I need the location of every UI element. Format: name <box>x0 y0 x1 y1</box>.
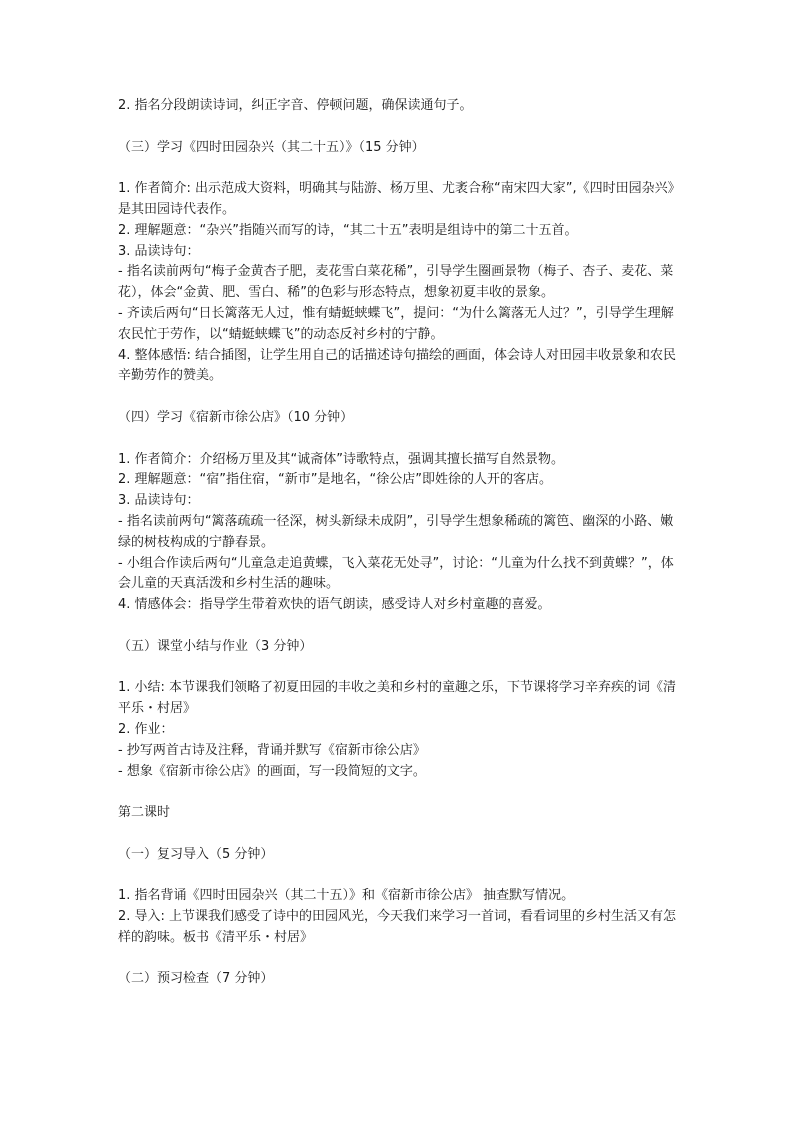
document-body <box>118 96 678 990</box>
paragraph-gap <box>118 387 678 408</box>
text-line: 4. 整体感悟: 结合插图，让学生用自己的话描述诗句描绘的画面，体会诗人对田园丰收景象和农民辛勤劳作的赞美。 <box>118 347 677 384</box>
text-line: - 指名读前两句“梅子金黄杏子肥，麦花雪白菜花稀”，引导学生圈画景物（梅子、杏子、麦花、菜花），体会“金黄、肥、雪白、稀”的色彩与形态特点，想象初夏丰收的景象。 <box>118 264 674 301</box>
paragraph-gap <box>118 824 678 845</box>
paragraph-gap <box>118 616 678 637</box>
text-line: 3. 品读诗句： <box>118 493 200 509</box>
text-line: - 小组合作读后两句“儿童急走追黄蝶，飞入菜花无处寻”，讨论：“儿童为什么找不到黄蝶？”，体会儿童的天真活泼和乡村生活的趣味。 <box>118 555 674 592</box>
paragraph-gap <box>118 782 678 803</box>
text-line: 1. 小结: 本节课我们领略了初夏田园的丰收之美和乡村的童趣之乐，下节课将学习辛弃疾的词《清平乐・村居》 <box>118 680 677 717</box>
text-line: - 齐读后两句“日长篱落无人过，惟有蜻蜓蛱蝶飞”，提问：“为什么篱落无人过？”，引导学生理解农民忙于劳作，以“蜻蜓蛱蝶飞”的动态反衬乡村的宁静。 <box>118 305 674 342</box>
text-line: 2. 理解题意：“宿”指住宿，“新市”是地名，“徐公店”即姓徐的人开的客店。 <box>118 472 552 488</box>
section-heading: （一）复习导入（5 分钟） <box>118 846 274 862</box>
lesson-heading: 第二课时 <box>118 805 171 821</box>
paragraph-gap <box>118 865 678 886</box>
paragraph-gap <box>118 949 678 970</box>
text-line: 2. 指名分段朗读诗词，纠正字音、停顿问题，确保读通句子。 <box>118 98 473 113</box>
text-line: 2. 理解题意：“杂兴”指随兴而写的诗，“其二十五”表明是组诗中的第二十五首。 <box>118 222 578 238</box>
section-heading: （三）学习《四时田园杂兴（其二十五）》（15 分钟） <box>118 139 425 155</box>
text-line: 2. 作业： <box>118 721 174 737</box>
paragraph-gap <box>118 658 678 679</box>
text-line: 1. 指名背诵《四时田园杂兴（其二十五）》和《宿新市徐公店》 抽查默写情况。 <box>118 888 575 904</box>
section-heading: （四）学习《宿新市徐公店》（10 分钟） <box>118 409 354 425</box>
text-line: - 抄写两首古诗及注释，背诵并默写《宿新市徐公店》 <box>118 742 426 758</box>
text-line: 1. 作者简介：介绍杨万里及其“诚斋体”诗歌特点，强调其擅长描写自然景物。 <box>118 451 565 467</box>
text-line: 1. 作者简介: 出示范成大资料，明确其与陆游、杨万里、尤袤合称“南宋四大家”,《四时田园杂兴》是其田园诗代表作。 <box>118 181 675 217</box>
paragraph-gap <box>118 117 678 138</box>
section-heading: （五）课堂小结与作业（3 分钟） <box>118 638 313 654</box>
section-heading: （二）预习检查（7 分钟） <box>118 971 274 987</box>
paragraph-gap <box>118 429 678 450</box>
text-line: - 指名读前两句“篱落疏疏一径深，树头新绿未成阴”，引导学生想象稀疏的篱笆、幽深的小路、嫩绿的树枝构成的宁静春景。 <box>118 513 674 550</box>
text-line: - 想象《宿新市徐公店》的画面，写一段简短的文字。 <box>118 763 426 779</box>
text-line: 2. 导入: 上节课我们感受了诗中的田园风光，今天我们来学习一首词，看看词里的乡村生活又有怎样的韵味。板书《清平乐・村居》 <box>118 909 677 945</box>
text-line: 4. 情感体会：指导学生带着欢快的语气朗读，感受诗人对乡村童趣的喜爱。 <box>118 597 551 613</box>
paragraph-gap <box>118 158 678 179</box>
text-line: 3. 品读诗句： <box>118 243 200 259</box>
